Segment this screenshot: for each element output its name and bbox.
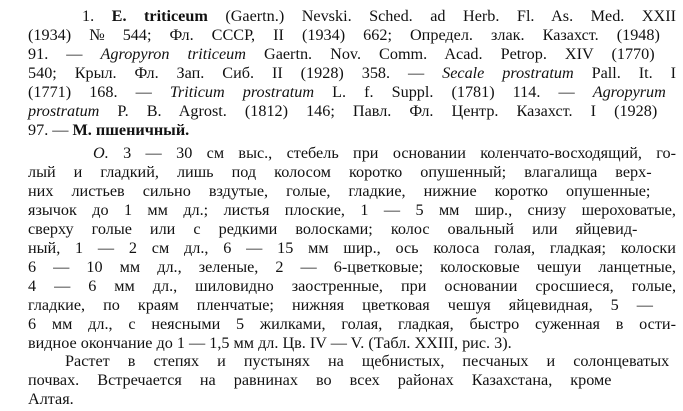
description-line — [28, 200, 676, 220]
bold-text: М. пшеничный. — [72, 121, 190, 139]
text-run: 540; Крыл. Фл. Зап. Сиб. II (1928) 358. — — [28, 64, 443, 82]
italic-text: Agropyron triticeum — [100, 45, 246, 63]
text-run: них листьев сильно вздутые, голые, гладкие, нижние коротко опушенные; — [28, 182, 651, 200]
text-run: P. B. Agrost. (1812) 146; Павл. Фл. Центр. Казахст. I (1928) — [99, 102, 658, 120]
text-run: (1934) № 544; Фл. СССР, II (1934) 662; Определ. злак. Казахст. (1948) — [28, 26, 660, 44]
italic-text: prostratum — [28, 102, 100, 120]
text-run: (Gaertn.) Nevski. Sched. ad Herb. Fl. As. Med. XXII — [207, 7, 677, 25]
description-line — [28, 181, 650, 201]
text-run: 4 — 6 мм дл., шиловидно заостренные, при основании сросшиеся, голые, — [28, 277, 676, 295]
text-run: Алтая. — [28, 390, 74, 408]
italic-text: Secale prostratum — [442, 64, 574, 82]
bold-text: E. triticeum — [111, 7, 208, 25]
habitat-line — [28, 370, 611, 390]
text-run: лый и гладкий, лишь под колосом коротко опушенный; влагалища верх- — [28, 163, 652, 181]
entry-line — [28, 82, 666, 102]
entry-line — [82, 6, 676, 26]
text-run: сверху голые или с редкими волосками; колос овальный или яйцевид- — [28, 220, 638, 238]
text-run: язычок до 1 мм дл.; листья плоские, 1 — 5 мм шир., снизу шероховатые, — [28, 201, 676, 219]
description-line — [28, 162, 652, 182]
italic-text: Agropyrum — [592, 83, 666, 101]
text-run: (1771) 168. — — [28, 83, 170, 101]
text-run: L. f. Suppl. (1781) 114. — — [314, 83, 593, 101]
text-run: видное окончание до 1 — 1,5 мм дл. Цв. IV — V. (Табл. XXIII, рис. 3). — [28, 334, 512, 352]
text-run: 3 — 30 см выс., стебель при основании коленчато-восходящий, го- — [108, 144, 677, 162]
entry-line — [28, 44, 655, 64]
entry-line — [28, 25, 660, 45]
habitat-line — [65, 351, 669, 371]
italic-text: Triticum prostratum — [169, 83, 315, 101]
habitat-line — [28, 389, 74, 409]
text-run: Растет в степях и пустынях на щебнистых, песчаных и солонцеватых — [65, 352, 670, 370]
description-line — [93, 143, 676, 163]
text-run: 91. — — [28, 45, 101, 63]
entry-line — [28, 63, 676, 83]
text-run: 6 — 10 мм дл., зеленые, 2 — 6-цветковые; колосковые чешуи ланцетные, — [28, 258, 676, 276]
text-run: 1. — [82, 7, 112, 25]
italic-text: О. — [93, 144, 109, 162]
entry-line — [28, 101, 657, 121]
text-run: ный, 1 — 2 см дл., 6 — 15 мм шир., ось колоса голая, гладкая; колоски — [28, 239, 676, 257]
description-line — [28, 333, 512, 353]
description-line — [28, 238, 676, 258]
description-line — [28, 314, 676, 334]
description-line — [28, 219, 637, 239]
text-run: гладкие, по краям пленчатые; нижняя цветковая чешуя яйцевидная, 5 — — [28, 296, 653, 314]
text-run: почвах. Встречается на равнинах во всех районах Казахстана, кроме — [28, 371, 612, 389]
text-run: Pall. It. I — [573, 64, 676, 82]
entry-line — [28, 120, 189, 140]
description-line — [28, 257, 676, 277]
text-run: 6 мм дл., с неясными 5 жилками, голая, гладкая, быстро суженная в ости- — [28, 315, 676, 333]
text-run: 97. — — [28, 121, 73, 139]
text-run: Gaertn. Nov. Comm. Acad. Petrop. XIV (1770) — [245, 45, 655, 63]
description-line — [28, 276, 676, 296]
description-line — [28, 295, 653, 315]
